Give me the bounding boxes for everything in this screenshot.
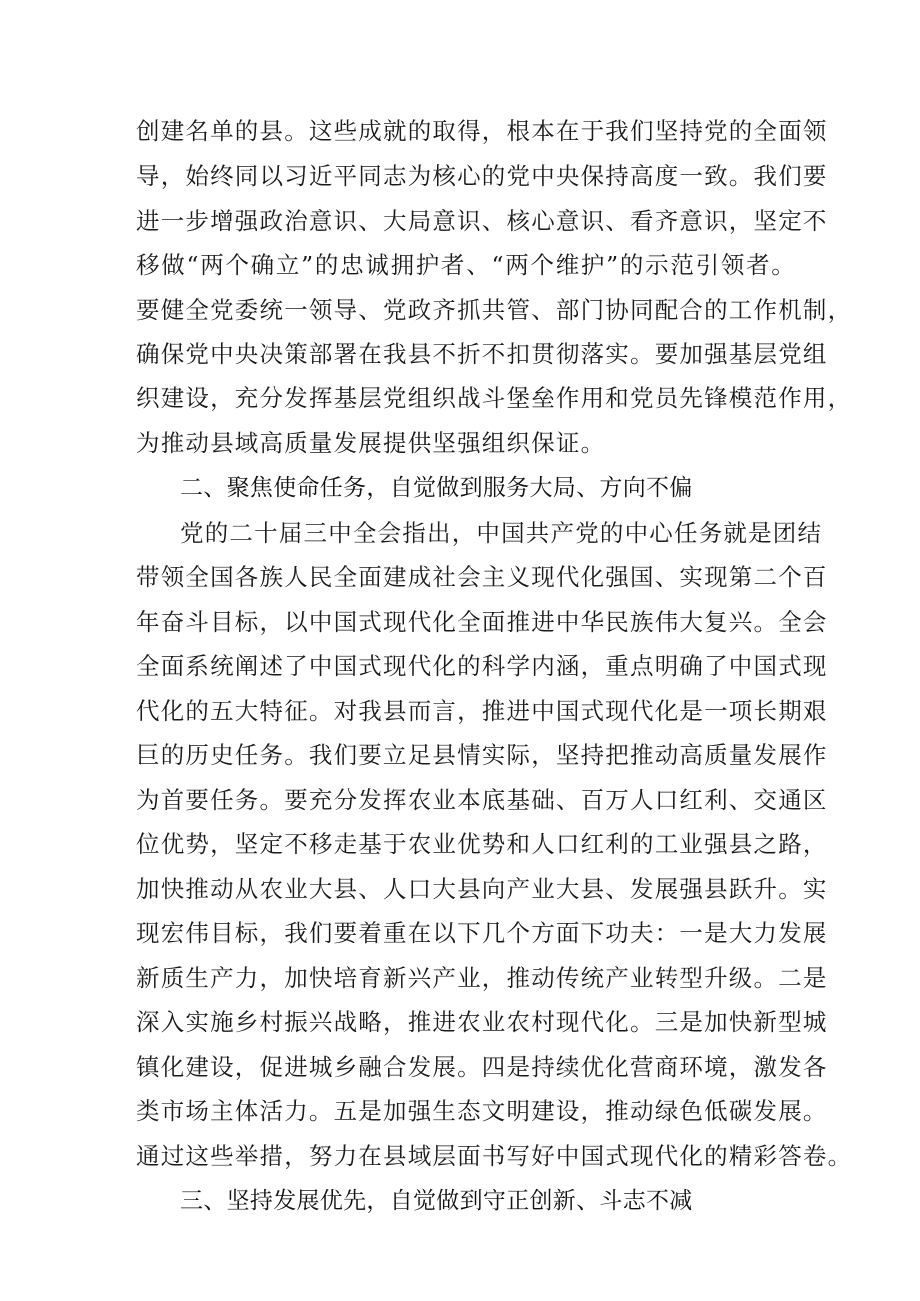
section-heading-3: 三、坚持发展优先，自觉做到守正创新、斗志不减 [180,1188,693,1214]
paragraph-line: 巨的历史任务。我们要立足县情实际，坚持把推动高质量发展作 [136,741,828,769]
paragraph-line: 深入实施乡村振兴战略，推进农业农村现代化。三是加快新型城 [136,1008,828,1036]
paragraph-line: 代化的五大特征。对我县而言，推进中国式现代化是一项长期艰 [136,697,828,725]
paragraph-line: 镇化建设，促进城乡融合发展。四是持续优化营商环境，激发各 [136,1053,828,1081]
paragraph-line: 现宏伟目标，我们要着重在以下几个方面下功夫：一是大力发展 [136,919,828,947]
paragraph-line: 加快推动从农业大县、人口大县向产业大县、发展强县跃升。实 [136,875,828,903]
paragraph-line: 进一步增强政治意识、大局意识、核心意识、看齐意识，坚定不 [136,207,828,235]
paragraph-line: 带领全国各族人民全面建成社会主义现代化强国、实现第二个百 [136,563,828,591]
paragraph-line: 新质生产力，加快培育新兴产业，推动传统产业转型升级。二是 [136,964,828,992]
paragraph-line: 创建名单的县。这些成就的取得，根本在于我们坚持党的全面领 [136,117,828,145]
paragraph-line: 位优势，坚定不移走基于农业优势和人口红利的工业强县之路， [136,830,828,858]
paragraph-line: 通过这些举措，努力在县域层面书写好中国式现代化的精彩答卷。 [136,1142,853,1170]
paragraph-line: 党的二十届三中全会指出，中国共产党的中心任务就是团结 [180,519,823,547]
paragraph-line: 织建设，充分发挥基层党组织战斗堡垒作用和党员先锋模范作用， [136,384,853,412]
paragraph-line: 确保党中央决策部署在我县不折不扣贯彻落实。要加强基层党组 [136,340,828,368]
section-heading-2: 二、聚焦使命任务，自觉做到服务大局、方向不偏 [180,475,693,501]
paragraph-line: 类市场主体活力。五是加强生态文明建设，推动绿色低碳发展。 [136,1097,828,1125]
paragraph-line: 要健全党委统一领导、党政齐抓共管、部门协同配合的工作机制， [136,296,853,324]
paragraph-line: 全面系统阐述了中国式现代化的科学内涵，重点明确了中国式现 [136,652,828,680]
paragraph-line: 为推动县域高质量发展提供坚强组织保证。 [136,429,606,457]
paragraph-line: 为首要任务。要充分发挥农业本底基础、百万人口红利、交通区 [136,786,828,814]
paragraph-line: 导，始终同以习近平同志为核心的党中央保持高度一致。我们要 [136,162,828,190]
paragraph-line: 移做“两个确立”的忠诚拥护者、“两个维护”的示范引领者。 [136,251,796,279]
paragraph-line: 年奋斗目标，以中国式现代化全面推进中华民族伟大复兴。全会 [136,608,828,636]
